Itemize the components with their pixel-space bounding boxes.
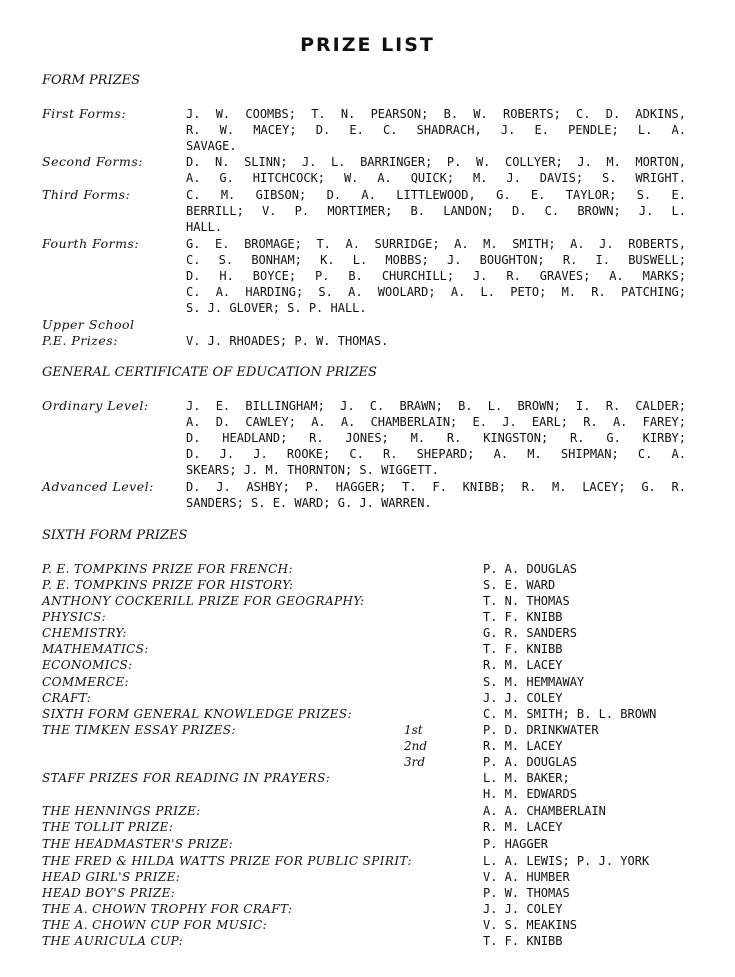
prize-winner: A. A. CHAMBERLAIN — [483, 804, 606, 818]
prize-winner: P. HAGGER — [483, 837, 549, 851]
gce-heading: GENERAL CERTIFICATE OF EDUCATION PRIZES — [42, 365, 377, 380]
essay-place: 1st — [404, 723, 423, 737]
advanced-level-line: SANDERS; S. E. WARD; G. J. WARREN. — [186, 496, 432, 510]
ordinary-level-label: Ordinary Level: — [42, 398, 149, 413]
prize-name: ANTHONY COCKERILL PRIZE FOR GEOGRAPHY: — [42, 594, 365, 608]
upper-school-label: Upper School — [42, 317, 135, 332]
fourth-forms-line: S. J. GLOVER; S. P. HALL. — [186, 301, 367, 315]
prize-winner: S. M. HEMMAWAY — [483, 675, 585, 689]
form-prizes-heading: FORM PRIZES — [42, 73, 141, 88]
prize-name: THE HEADMASTER'S PRIZE: — [42, 837, 234, 851]
prize-name: MATHEMATICS: — [42, 642, 149, 656]
staff-prizes-label: STAFF PRIZES FOR READING IN PRAYERS: — [42, 771, 331, 785]
pe-prizes-line: V. J. RHOADES; P. W. THOMAS. — [186, 334, 389, 348]
prize-name: THE FRED & HILDA WATTS PRIZE FOR PUBLIC SPIRIT: — [42, 854, 412, 868]
first-forms-line: SAVAGE. — [186, 139, 237, 153]
prize-winner: T. N. THOMAS — [483, 594, 570, 608]
prize-winner: P. W. THOMAS — [483, 886, 570, 900]
prize-name: ECONOMICS: — [42, 658, 133, 672]
ordinary-level-line: A. D. CAWLEY; A. A. CHAMBERLAIN; E. J. EARL; R. A. FAREY; — [186, 415, 686, 429]
prize-name: HEAD BOY'S PRIZE: — [42, 886, 176, 900]
page-title: PRIZE LIST — [300, 34, 435, 56]
prize-name: THE TOLLIT PRIZE: — [42, 820, 174, 834]
staff-prize-winner: L. M. BAKER; — [483, 771, 570, 785]
fourth-forms-line: C. S. BONHAM; K. L. MOBBS; J. BOUGHTON; R. I. BUSWELL; — [186, 253, 686, 267]
essay-place: 2nd — [404, 739, 428, 753]
prize-winner: G. R. SANDERS — [483, 626, 577, 640]
prize-winner: R. M. LACEY — [483, 658, 563, 672]
prize-name: CRAFT: — [42, 691, 92, 705]
third-forms-line: HALL. — [186, 220, 223, 234]
prize-name: P. E. TOMPKINS PRIZE FOR FRENCH: — [42, 562, 293, 576]
staff-prize-winner: H. M. EDWARDS — [483, 787, 577, 801]
pe-prizes-label: P.E. Prizes: — [42, 333, 118, 348]
fourth-forms-line: C. A. HARDING; S. A. WOOLARD; A. L. PETO; M. R. PATCHING; — [186, 285, 686, 299]
prize-winner: T. F. KNIBB — [483, 642, 563, 656]
ordinary-level-line: SKEARS; J. M. THORNTON; S. WIGGETT. — [186, 463, 439, 477]
prize-name: COMMERCE: — [42, 675, 129, 689]
prize-name: THE A. CHOWN CUP FOR MUSIC: — [42, 918, 268, 932]
ordinary-level-line: J. E. BILLINGHAM; J. C. BRAWN; B. L. BROWN; I. R. CALDER; — [186, 399, 686, 413]
essay-winner: P. A. DOUGLAS — [483, 755, 577, 769]
timken-essay-label: THE TIMKEN ESSAY PRIZES: — [42, 723, 236, 737]
prize-name: CHEMISTRY: — [42, 626, 127, 640]
prize-winner: T. F. KNIBB — [483, 934, 563, 948]
prize-name: SIXTH FORM GENERAL KNOWLEDGE PRIZES: — [42, 707, 352, 721]
essay-place: 3rd — [404, 755, 426, 769]
prize-winner: V. A. HUMBER — [483, 870, 570, 884]
prize-winner: T. F. KNIBB — [483, 610, 563, 624]
prize-winner: S. E. WARD — [483, 578, 556, 592]
prize-winner: V. S. MEAKINS — [483, 918, 577, 932]
prize-name: THE AURICULA CUP: — [42, 934, 184, 948]
prize-name: P. E. TOMPKINS PRIZE FOR HISTORY: — [42, 578, 294, 592]
fourth-forms-line: G. E. BROMAGE; T. A. SURRIDGE; A. M. SMITH; A. J. ROBERTS, — [186, 237, 686, 251]
advanced-level-label: Advanced Level: — [42, 479, 154, 494]
prize-winner: R. M. LACEY — [483, 820, 563, 834]
second-forms-label: Second Forms: — [42, 154, 143, 169]
second-forms-line: D. N. SLINN; J. L. BARRINGER; P. W. COLLYER; J. M. MORTON, — [186, 155, 686, 169]
first-forms-line: R. W. MACEY; D. E. C. SHADRACH, J. E. PENDLE; L. A. — [186, 123, 686, 137]
second-forms-line: A. G. HITCHCOCK; W. A. QUICK; M. J. DAVIS; S. WRIGHT. — [186, 171, 686, 185]
first-forms-label: First Forms: — [42, 106, 127, 121]
essay-winner: R. M. LACEY — [483, 739, 563, 753]
third-forms-label: Third Forms: — [42, 187, 131, 202]
prize-name: THE HENNINGS PRIZE: — [42, 804, 201, 818]
prize-winner: J. J. COLEY — [483, 902, 563, 916]
prize-name: PHYSICS: — [42, 610, 107, 624]
third-forms-line: BERRILL; V. P. MORTIMER; B. LANDON; D. C. BROWN; J. L. — [186, 204, 686, 218]
fourth-forms-line: D. H. BOYCE; P. B. CHURCHILL; J. R. GRAVES; A. MARKS; — [186, 269, 686, 283]
sixth-form-heading: SIXTH FORM PRIZES — [42, 528, 188, 543]
first-forms-line: J. W. COOMBS; T. N. PEARSON; B. W. ROBERTS; C. D. ADKINS, — [186, 107, 686, 121]
prize-winner: C. M. SMITH; B. L. BROWN — [483, 707, 657, 721]
ordinary-level-line: D. HEADLAND; R. JONES; M. R. KINGSTON; R. G. KIRBY; — [186, 431, 686, 445]
prize-winner: L. A. LEWIS; P. J. YORK — [483, 854, 650, 868]
prize-winner: P. A. DOUGLAS — [483, 562, 577, 576]
advanced-level-line: D. J. ASHBY; P. HAGGER; T. F. KNIBB; R. M. LACEY; G. R. — [186, 480, 686, 494]
prize-name: THE A. CHOWN TROPHY FOR CRAFT: — [42, 902, 293, 916]
essay-winner: P. D. DRINKWATER — [483, 723, 599, 737]
prize-winner: J. J. COLEY — [483, 691, 563, 705]
third-forms-line: C. M. GIBSON; D. A. LITTLEWOOD, G. E. TAYLOR; S. E. — [186, 188, 686, 202]
ordinary-level-line: D. J. J. ROOKE; C. R. SHEPARD; A. M. SHIPMAN; C. A. — [186, 447, 686, 461]
prize-name: HEAD GIRL'S PRIZE: — [42, 870, 181, 884]
fourth-forms-label: Fourth Forms: — [42, 236, 140, 251]
